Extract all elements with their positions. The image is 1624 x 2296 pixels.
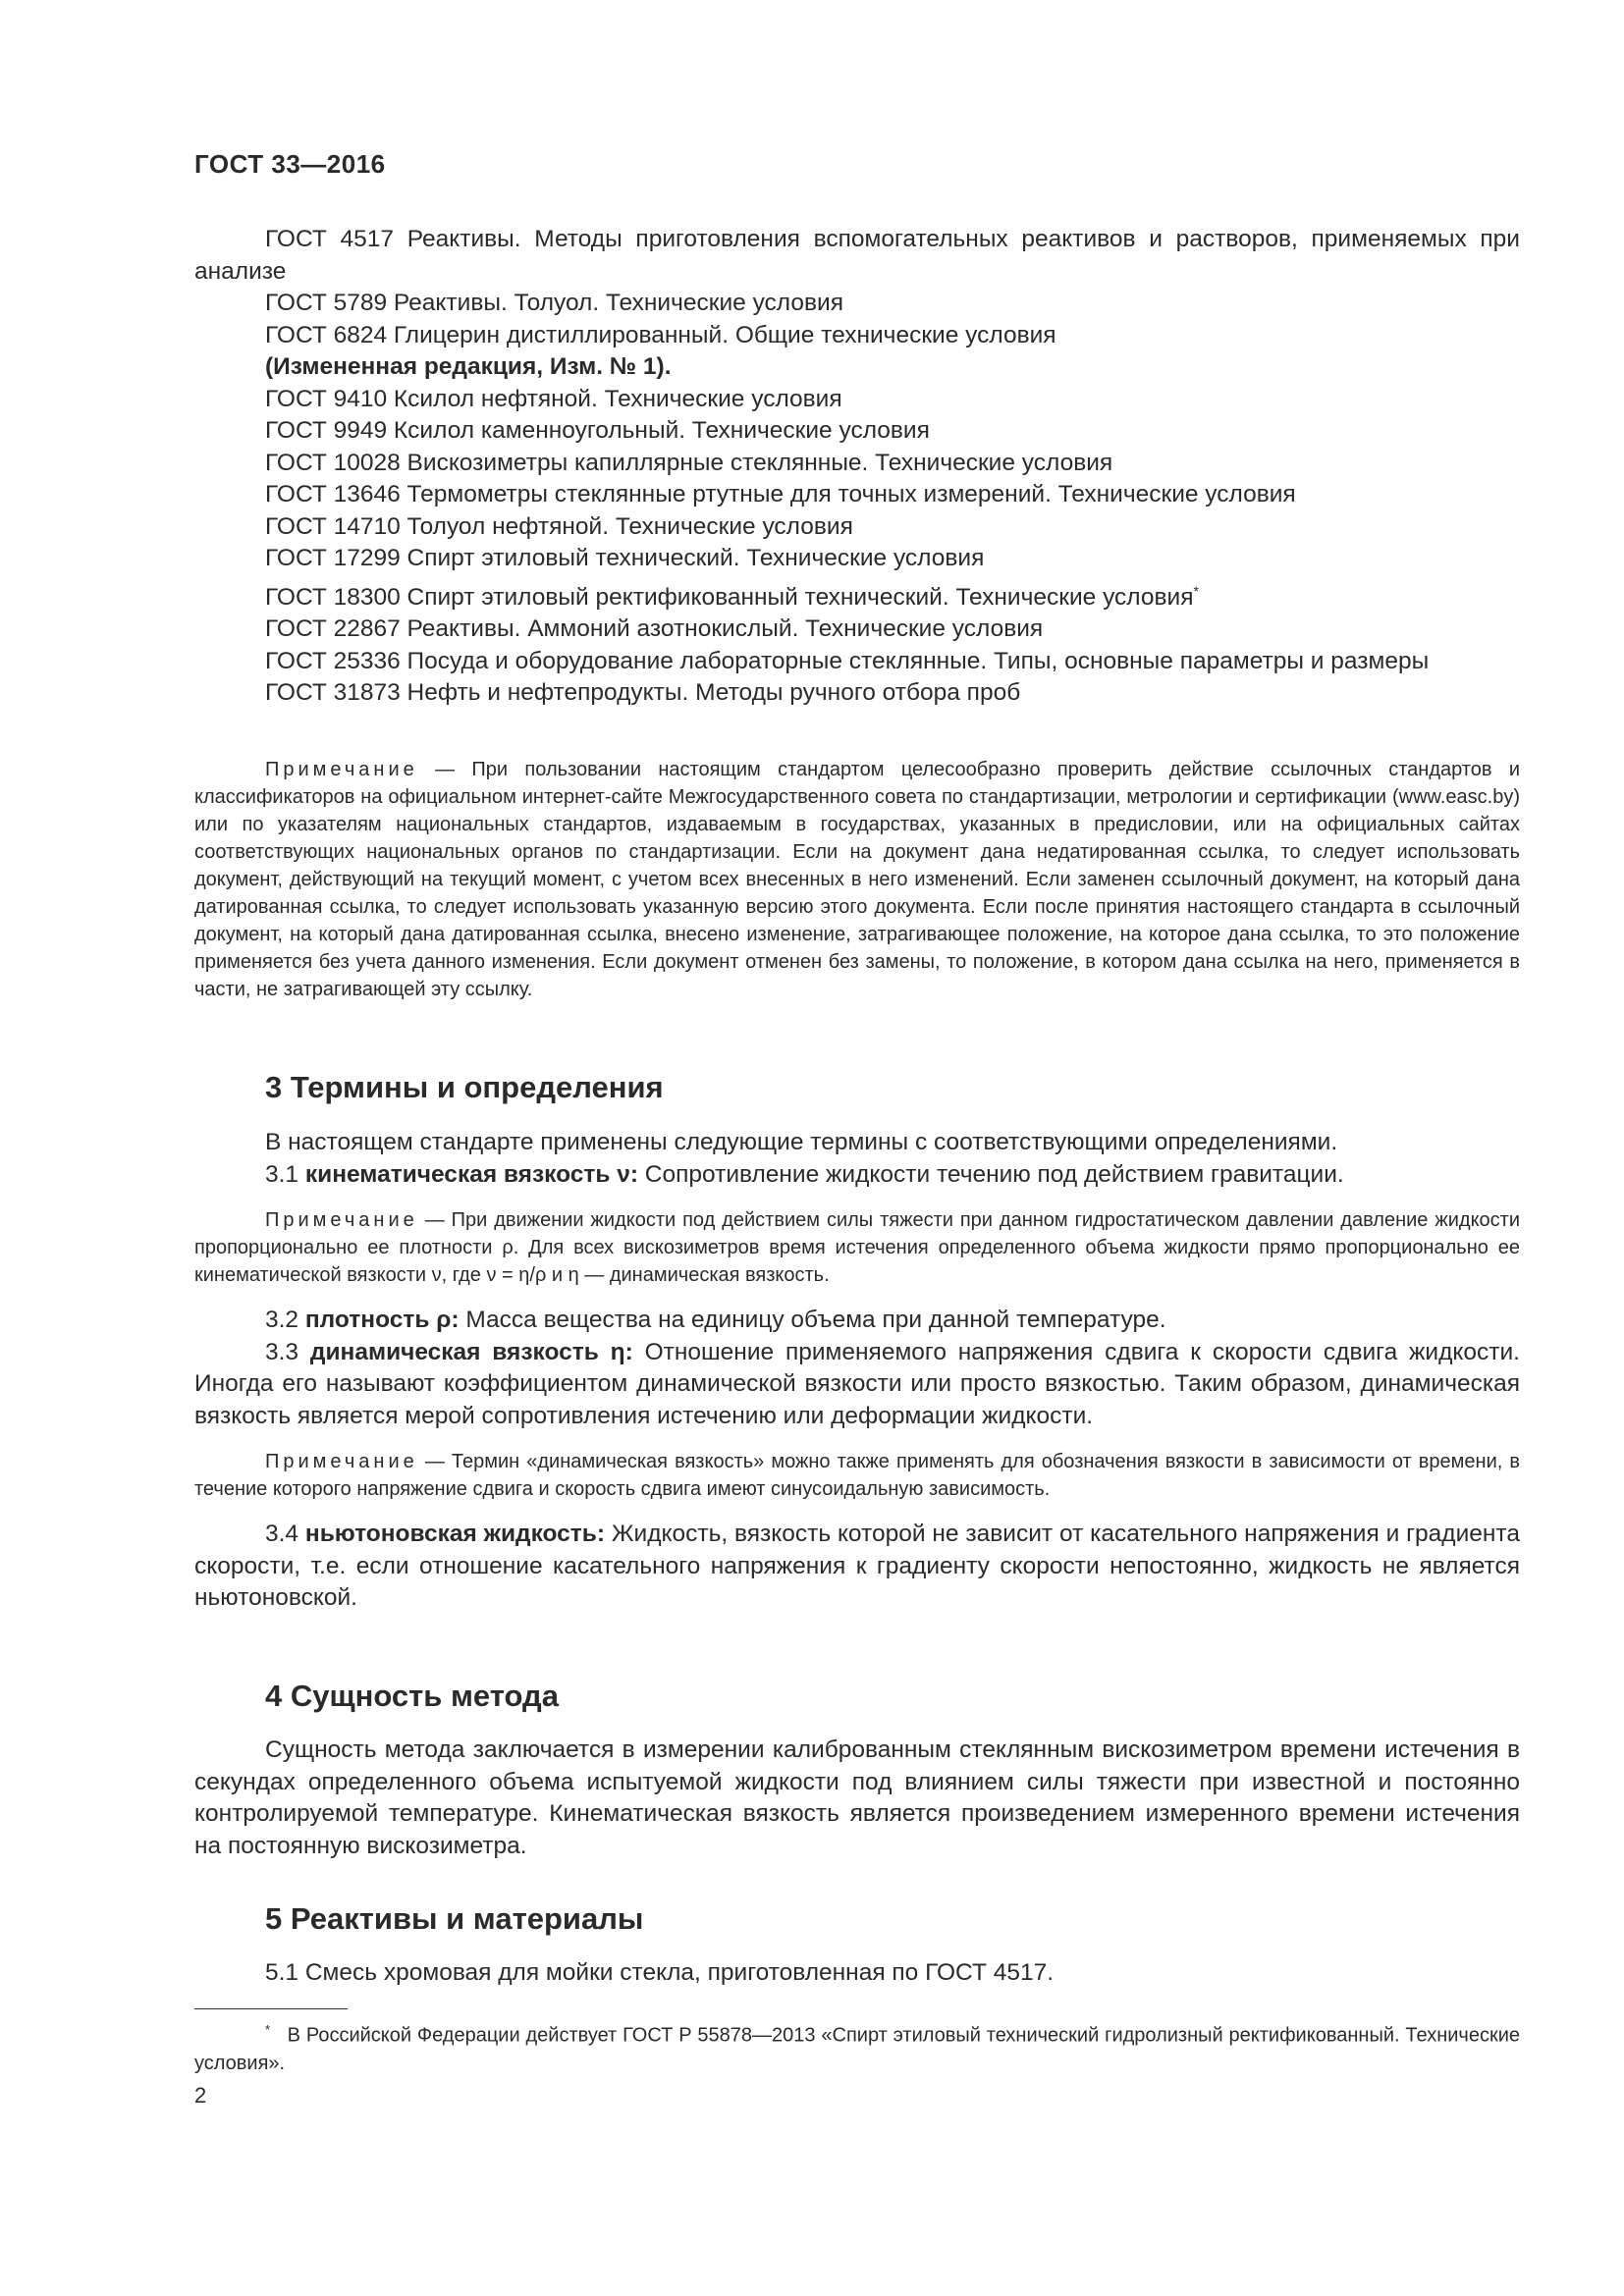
footnote-text: В Российской Федерации действует ГОСТ Р 55878—2013 «Спирт этиловый технический гидролизный ректификованный. Технические условия».	[194, 2024, 1520, 2074]
section-3-body	[194, 1127, 1520, 1615]
footnote-mark: *	[1193, 582, 1199, 599]
reference-item: ГОСТ 9410 Ксилол нефтяной. Технические условия	[265, 385, 842, 412]
term-name: динамическая вязкость η:	[309, 1338, 633, 1365]
reference-item: ГОСТ 5789 Реактивы. Толуол. Технические условия	[265, 290, 843, 316]
reference-item	[194, 575, 1520, 614]
note-label: Примечание	[265, 759, 418, 780]
note-text: — Термин «динамическая вязкость» можно также применять для обозначения вязкости в зависимости от времени, в течение которого напряжение сдвига и скорость сдвига имеют синусоидальную зависимость.	[194, 1451, 1520, 1500]
page-number: 2	[194, 2083, 207, 2108]
reference-item: ГОСТ 25336 Посуда и оборудование лабораторные стеклянные. Типы, основные параметры и размеры	[265, 647, 1430, 674]
section-4-body	[194, 1735, 1520, 1862]
amendment-text: (Измененная редакция, Изм. № 1).	[265, 353, 672, 380]
note-label: Примечание	[265, 1451, 418, 1472]
note-text: — При пользовании настоящим стандартом целесообразно проверить действие ссылочных стандартов и классификаторов на официальном интернет-сайте Межгосударственного совета по стандартизации, метрологии и сертификации (www.easc.by) или по указателям национальных стандартов, издаваемым в государствах, указанных в предисловии, или на официальных сайтах соответствующих национальных органов по стандартизации. Если на документ дана недатированная ссылка, то следует использовать документ, действующий на текущий момент, с учетом всех внесенных в него изменений. Если заменен ссылочный документ, на который дана датированная ссылка, то следует использовать указанную версию этого документа. Если после принятия настоящего стандарта в ссылочный документ, на который дана датированная ссылка, внесено изменение, затрагивающее положение, на которое дана ссылка, то это положение применяется без учета данного изменения. Если документ отменен без замены, то положение, в котором дана ссылка на него, применяется в части, не затрагивающей эту ссылку.	[194, 759, 1520, 1000]
term-3-3	[194, 1337, 1520, 1433]
note-label: Примечание	[265, 1209, 418, 1231]
term-3-3-note	[194, 1448, 1520, 1503]
reference-item: ГОСТ 17299 Спирт этиловый технический. Технические условия	[265, 545, 985, 571]
section-5-body	[194, 1957, 1520, 1990]
amendment-note	[194, 351, 1520, 384]
term-definition: Масса вещества на единицу объема при данной температуре.	[459, 1307, 1166, 1333]
document-header: ГОСТ 33—2016	[194, 149, 386, 179]
term-3-1-note	[194, 1206, 1520, 1289]
term-name: кинематическая вязкость ν:	[304, 1160, 638, 1188]
term-name: плотность ρ:	[304, 1307, 460, 1333]
reference-item: ГОСТ 13646 Термометры стеклянные ртутные для точных измерений. Технические условия	[265, 481, 1296, 507]
term-3-2	[194, 1305, 1520, 1337]
reference-item: ГОСТ 4517 Реактивы. Методы приготовления вспомогательных реактивов и растворов, применяемых при анализе	[194, 226, 1520, 285]
term-3-4	[194, 1519, 1520, 1615]
section-3-intro: В настоящем стандарте применены следующие термины с соответствующими определениями.	[265, 1129, 1338, 1155]
normative-references	[194, 224, 1520, 710]
reference-item: ГОСТ 9949 Ксилол каменноугольный. Технические условия	[265, 417, 930, 444]
footnote-divider	[194, 2008, 348, 2009]
term-name: ньютоновская жидкость:	[304, 1521, 606, 1547]
note-text: — При движении жидкости под действием силы тяжести при данном гидростатическом давлении давление жидкости пропорционально ее плотности ρ. Для всех вискозиметров время истечения определенного объема жидкости прямо пропорционально ее кинематической вязкости ν, где ν = η/ρ и η — динамическая вязкость.	[194, 1209, 1520, 1286]
reference-text: ГОСТ 18300 Спирт этиловый ректификованный технический. Технические условия	[265, 583, 1194, 611]
term-number: 3.1	[265, 1160, 305, 1188]
reference-item: ГОСТ 31873 Нефть и нефтепродукты. Методы ручного отбора проб	[265, 679, 1021, 707]
term-number: 3.3	[265, 1338, 310, 1365]
reference-item: ГОСТ 14710 Толуол нефтяной. Технические условия	[265, 512, 853, 540]
reference-item: ГОСТ 10028 Вискозиметры капиллярные стеклянные. Технические условия	[265, 449, 1113, 476]
references-note	[194, 756, 1520, 1003]
footnote-mark: *	[265, 2022, 271, 2037]
section-4-text: Сущность метода заключается в измерении калиброванным стеклянным вискозиметром времени истечения в секундах определенного объема испытуемой жидкости под влиянием силы тяжести при известной и постоянно контролируемой температуре. Кинематическая вязкость является произведением измеренного времени истечения на постоянную вискозиметра.	[194, 1736, 1520, 1859]
term-number: 3.2	[265, 1307, 305, 1333]
reference-item: ГОСТ 6824 Глицерин дистиллированный. Общие технические условия	[265, 321, 1056, 348]
term-definition: Жидкость, вязкость которой не зависит от касательного напряжения и градиента скорости, т.е. если отношение касательного напряжения к градиенту скорости непостоянно, жидкость не является ньютоновской.	[194, 1521, 1520, 1611]
term-definition: Сопротивление жидкости течению под действием гравитации.	[638, 1160, 1344, 1188]
reference-item: ГОСТ 22867 Реактивы. Аммоний азотнокислый. Технические условия	[265, 615, 1044, 643]
item-5-1: 5.1 Смесь хромовая для мойки стекла, приготовленная по ГОСТ 4517.	[265, 1959, 1055, 1986]
footnote	[194, 2016, 1520, 2077]
term-number: 3.4	[265, 1521, 305, 1547]
section-3-title: 3 Термины и определения	[265, 1070, 664, 1104]
term-3-1	[194, 1159, 1520, 1192]
section-5-title: 5 Реактивы и материалы	[265, 1901, 644, 1936]
section-4-title: 4 Сущность метода	[265, 1679, 559, 1713]
term-definition: Отношение применяемого напряжения сдвига к скорости сдвига жидкости. Иногда его называют коэффициентом динамической вязкости или просто вязкостью. Таким образом, динамическая вязкость является мерой сопротивления истечению или деформации жидкости.	[194, 1338, 1520, 1429]
